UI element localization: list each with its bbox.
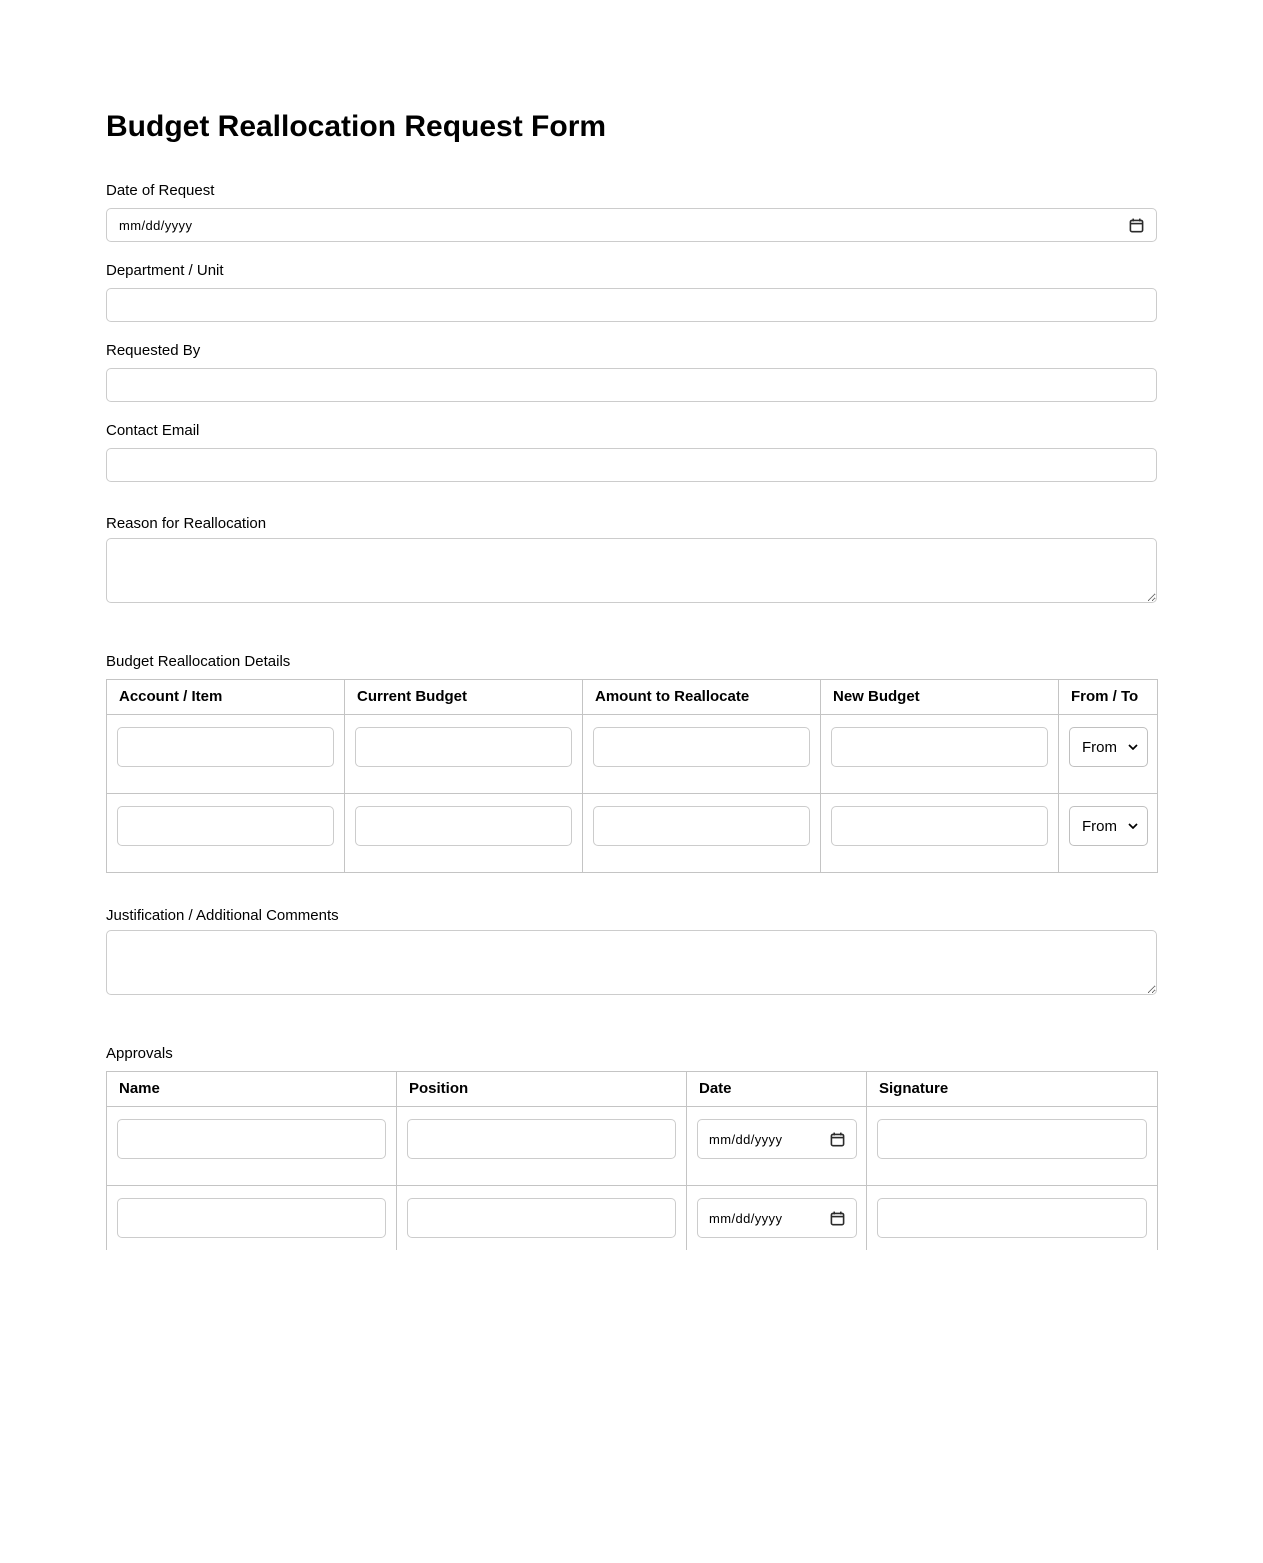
- cell-approver-name: [107, 1186, 397, 1251]
- justification-textarea[interactable]: [106, 930, 1157, 995]
- contact-email-label: Contact Email: [106, 422, 200, 439]
- cell-approval-date: [687, 1186, 867, 1251]
- header-new-budget: New Budget: [821, 680, 1059, 715]
- cell-from-to: [1059, 794, 1158, 873]
- cell-approver-signature: [867, 1186, 1158, 1251]
- cell-account-item: [107, 794, 345, 873]
- calendar-icon[interactable]: [1129, 218, 1144, 233]
- cell-approver-position: [397, 1186, 687, 1251]
- date-placeholder: mm/dd/yyyy: [709, 1131, 783, 1147]
- cell-new-budget: [821, 715, 1059, 794]
- new-budget-input-1[interactable]: [831, 727, 1048, 767]
- cell-approval-date: [687, 1107, 867, 1186]
- from-to-select-1[interactable]: [1069, 727, 1148, 767]
- reason-label: Reason for Reallocation: [106, 515, 267, 532]
- approvals-row-1: [107, 1107, 1158, 1186]
- from-to-selected-value: From: [1082, 817, 1117, 835]
- cell-amount-to-reallocate: [583, 715, 821, 794]
- reason-textarea[interactable]: [106, 538, 1157, 603]
- cell-current-budget: [345, 794, 583, 873]
- header-account-item: Account / Item: [107, 680, 345, 715]
- approvals-label: Approvals: [106, 1045, 173, 1062]
- approver-position-input-1[interactable]: [407, 1119, 676, 1159]
- approver-name-input-2[interactable]: [117, 1198, 386, 1238]
- date-of-request-label: Date of Request: [106, 182, 215, 199]
- approver-position-input-2[interactable]: [407, 1198, 676, 1238]
- date-placeholder: mm/dd/yyyy: [709, 1210, 783, 1226]
- department-unit-input[interactable]: [106, 288, 1157, 322]
- cell-current-budget: [345, 715, 583, 794]
- budget-reallocation-form: [106, 0, 1157, 1250]
- date-placeholder: mm/dd/yyyy: [119, 217, 193, 233]
- current-budget-input-1[interactable]: [355, 727, 572, 767]
- budget-details-row-2: [107, 794, 1158, 873]
- chevron-down-icon: [1128, 823, 1138, 829]
- approvals-table: [106, 1071, 1158, 1250]
- from-to-select-2[interactable]: [1069, 806, 1148, 846]
- field-justification: [106, 907, 1157, 995]
- chevron-down-icon: [1128, 744, 1138, 750]
- department-unit-label: Department / Unit: [106, 262, 224, 279]
- from-to-selected-value: From: [1082, 738, 1117, 756]
- budget-details-table: [106, 679, 1158, 873]
- requested-by-input[interactable]: [106, 368, 1157, 402]
- field-requested-by: [106, 342, 1157, 402]
- budget-details-header-row: [107, 680, 1158, 715]
- cell-approver-signature: [867, 1107, 1158, 1186]
- date-of-request-input[interactable]: [106, 208, 1157, 242]
- approver-signature-input-1[interactable]: [877, 1119, 1147, 1159]
- field-date-of-request: [106, 182, 1157, 242]
- header-name: Name: [107, 1072, 397, 1107]
- requested-by-label: Requested By: [106, 342, 201, 359]
- header-current-budget: Current Budget: [345, 680, 583, 715]
- cell-approver-name: [107, 1107, 397, 1186]
- field-contact-email: [106, 422, 1157, 482]
- approvals-header-row: [107, 1072, 1158, 1107]
- section-approvals: [106, 1045, 1157, 1250]
- header-date: Date: [687, 1072, 867, 1107]
- budget-details-row-1: [107, 715, 1158, 794]
- current-budget-input-2[interactable]: [355, 806, 572, 846]
- approval-date-input-1[interactable]: [697, 1119, 857, 1159]
- cell-amount-to-reallocate: [583, 794, 821, 873]
- amount-to-reallocate-input-2[interactable]: [593, 806, 810, 846]
- page-title: Budget Reallocation Request Form: [106, 110, 607, 143]
- calendar-icon[interactable]: [830, 1211, 845, 1226]
- approvals-row-2: [107, 1186, 1158, 1251]
- approval-date-input-2[interactable]: [697, 1198, 857, 1238]
- cell-from-to: [1059, 715, 1158, 794]
- account-item-input-1[interactable]: [117, 727, 334, 767]
- budget-details-label: Budget Reallocation Details: [106, 653, 291, 670]
- cell-account-item: [107, 715, 345, 794]
- calendar-icon[interactable]: [830, 1132, 845, 1147]
- cell-new-budget: [821, 794, 1059, 873]
- header-position: Position: [397, 1072, 687, 1107]
- cell-approver-position: [397, 1107, 687, 1186]
- section-budget-details: [106, 653, 1157, 873]
- amount-to-reallocate-input-1[interactable]: [593, 727, 810, 767]
- contact-email-input[interactable]: [106, 448, 1157, 482]
- approver-signature-input-2[interactable]: [877, 1198, 1147, 1238]
- field-reason: [106, 515, 1157, 603]
- justification-label: Justification / Additional Comments: [106, 907, 339, 924]
- account-item-input-2[interactable]: [117, 806, 334, 846]
- header-amount-to-reallocate: Amount to Reallocate: [583, 680, 821, 715]
- new-budget-input-2[interactable]: [831, 806, 1048, 846]
- header-from-to: From / To: [1059, 680, 1158, 715]
- header-signature: Signature: [867, 1072, 1158, 1107]
- field-department-unit: [106, 262, 1157, 322]
- approver-name-input-1[interactable]: [117, 1119, 386, 1159]
